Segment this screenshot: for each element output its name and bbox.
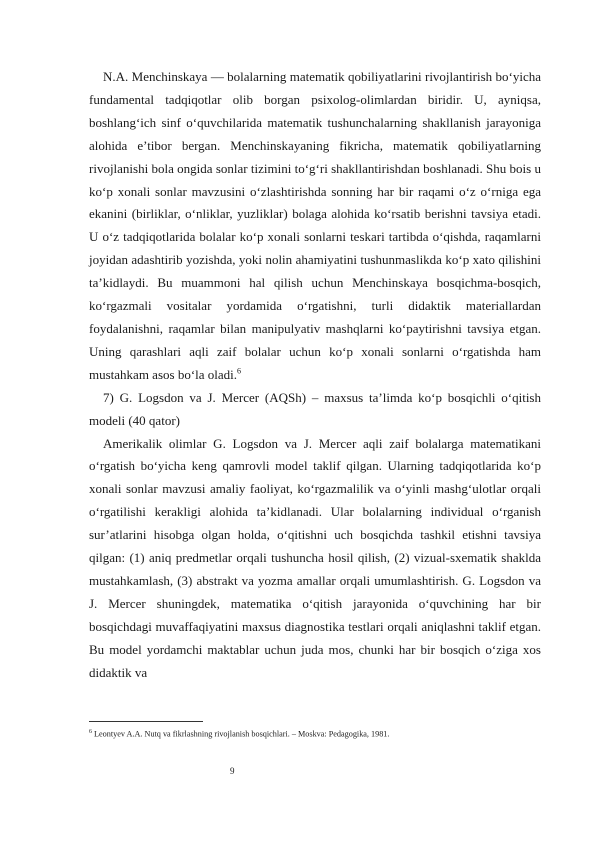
footnote-divider	[89, 721, 203, 722]
page-body	[89, 66, 541, 684]
footnote	[89, 727, 541, 740]
paragraph-logsdon-mercer	[89, 433, 541, 685]
paragraph-text: Amerikalik olimlar G. Logsdon va J. Mercer aqli zaif bolalarga matematikani o‘rgatish bo‘yicha keng qamrovli model taklif qilgan. Ularning tadqiqotlarida ko‘p xonali sonlar mavzusi amaliy faoliyat, ko‘rgazmalilik va o‘yinli mashg‘ulotlar orqali o‘rgatilishi kerakligi alohida ta’kidlanadi. Ular bolalarning individual o‘rganish sur’atlarini hisobga olgan holda, o‘qitishni uch bosqichda tashkil etishni tavsiya qilgan: (1) aniq predmetlar orqali tushuncha hosil qilish, (2) vizual-sxematik shaklda mustahkamlash, (3) abstrakt va yozma amallar orqali umumlashtirish. G. Logsdon va J. Mercer shuningdek, matematika o‘qitish jarayonida o‘quvchining har bir bosqichdagi muvaffaqiyatini maxsus diagnostika testlari orqali aniqlashni taklif etgan. Bu model yordamchi maktablar uchun juda mos, chunki har bir bosqich o‘ziga xos didaktik va	[89, 435, 541, 680]
footnote-number: 6	[89, 729, 92, 735]
page-number: 9	[230, 766, 235, 776]
footnote-text: Leontyev A.A. Nutq va fikrlashning rivojlanish bosqichlari. – Moskva: Pedagogika, 1981.	[94, 729, 390, 739]
footnote-reference: 6	[237, 366, 242, 376]
paragraph-text: N.A. Menchinskaya — bolalarning matematik qobiliyatlarini rivojlantirish bo‘yicha fundamental tadqiqotlar olib borgan psixolog-olimlardan biridir. U, ayniqsa, boshlang‘ich sinf o‘quvchilarida matematik tushunchalarning shakllanish jarayoniga alohida e’tibor bergan. Menchinskayaning fikricha, matematik qobiliyatlarning rivojlanishi bola ongida sonlar tizimini to‘g‘ri shakllantirishdan boshlanadi. Shu bois u ko‘p xonali sonlar mavzusini o‘zlashtirishda sonning har bir raqami o‘z o‘rniga ega ekanini (birliklar, o‘nliklar, yuzliklar) bolaga alohida ko‘rsatib berishni tavsiya etadi. U o‘z tadqiqotlarida bolalar ko‘p xonali sonlarni teskari tartibda o‘qishda, raqamlarni joyidan adashtirib yozishda, yoki nolin ahamiyatini tushunmaslikda ko‘p xato qilishini ta’kidlaydi. Bu muammoni hal qilish uchun Menchinskaya bosqichma-bosqich, ko‘rgazmali vositalar yordamida o‘rgatishni, turli didaktik materiallardan foydalanishni, raqamlar bilan manipulyativ mashqlarni ko‘paytirishni tavsiya etgan. Uning qarashlari aqli zaif bolalar uchun ko‘p xonali sonlarni o‘rgatishda ham mustahkam asos bo‘la oladi.	[89, 69, 541, 382]
paragraph-heading-logsdon-mercer	[89, 387, 541, 433]
paragraph-text: 7) G. Logsdon va J. Mercer (AQSh) – maxsus ta’limda ko‘p bosqichli o‘qitish modeli (40 qator)	[89, 389, 541, 428]
paragraph-menchinskaya	[89, 66, 541, 387]
